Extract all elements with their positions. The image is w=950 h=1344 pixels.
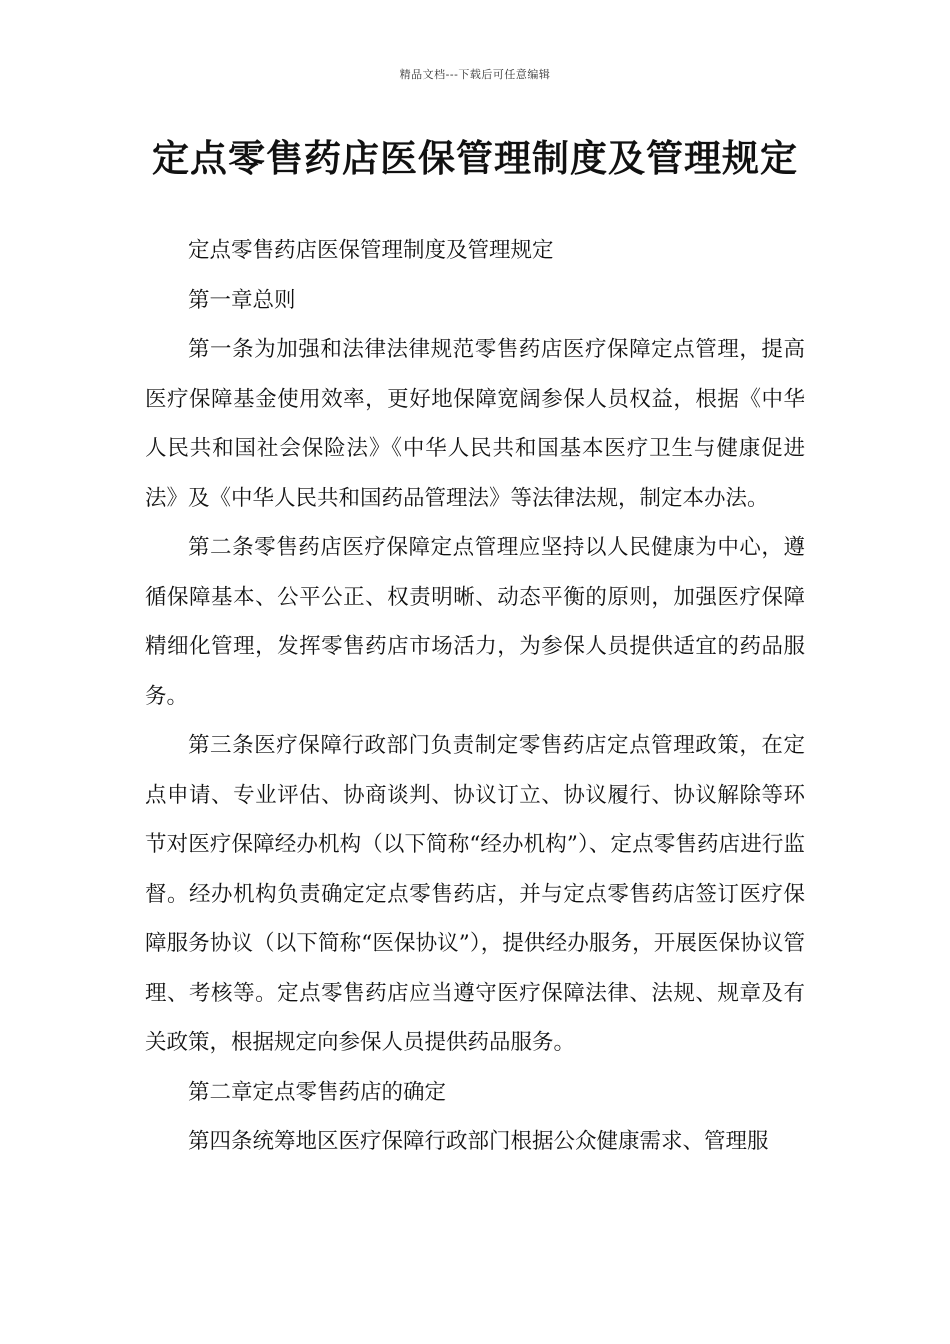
article-paragraph: 第四条统筹地区医疗保障行政部门根据公众健康需求、管理服	[188, 1129, 769, 1154]
chapter-heading: 第二章定点零售药店的确定	[188, 1079, 447, 1105]
subtitle-paragraph: 定点零售药店医保管理制度及管理规定	[188, 238, 554, 263]
article-paragraph: 第二条零售药店医疗保障定点管理应坚持以人民健康为中心，遵循保障基本、公平公正、权责明晰、动态平衡的原则，加强医疗保障精细化管理，发挥零售药店市场活力，为参保人员提供适宜的药品服务。	[145, 535, 805, 709]
article-paragraph: 第三条医疗保障行政部门负责制定零售药店定点管理政策，在定点申请、专业评估、协商谈判、协议订立、协议履行、协议解除等环节对医疗保障经办机构（以下简称“经办机构”）、定点零售药店进行监督。经办机构负责确定定点零售药店，并与定点零售药店签订医疗保障服务协议（以下简称“医保协议”），提供经办服务，开展医保协议管理、考核等。定点零售药店应当遵守医疗保障法律、法规、规章及有关政策，根据规定向参保人员提供药品服务。	[145, 733, 805, 1055]
header-note: 精品文档---下载后可任意编辑	[399, 68, 551, 81]
article-paragraph: 第一条为加强和法律法律规范零售药店医疗保障定点管理，提高医疗保障基金使用效率，更好地保障宽阔参保人员权益，根据《中华人民共和国社会保险法》《中华人民共和国基本医疗卫生与健康促进法》及《中华人民共和国药品管理法》等法律法规，制定本办法。	[145, 337, 805, 511]
document-title: 定点零售药店医保管理制度及管理规定	[152, 137, 798, 180]
document-body	[145, 226, 805, 1167]
chapter-heading: 第一章总则	[188, 287, 296, 313]
